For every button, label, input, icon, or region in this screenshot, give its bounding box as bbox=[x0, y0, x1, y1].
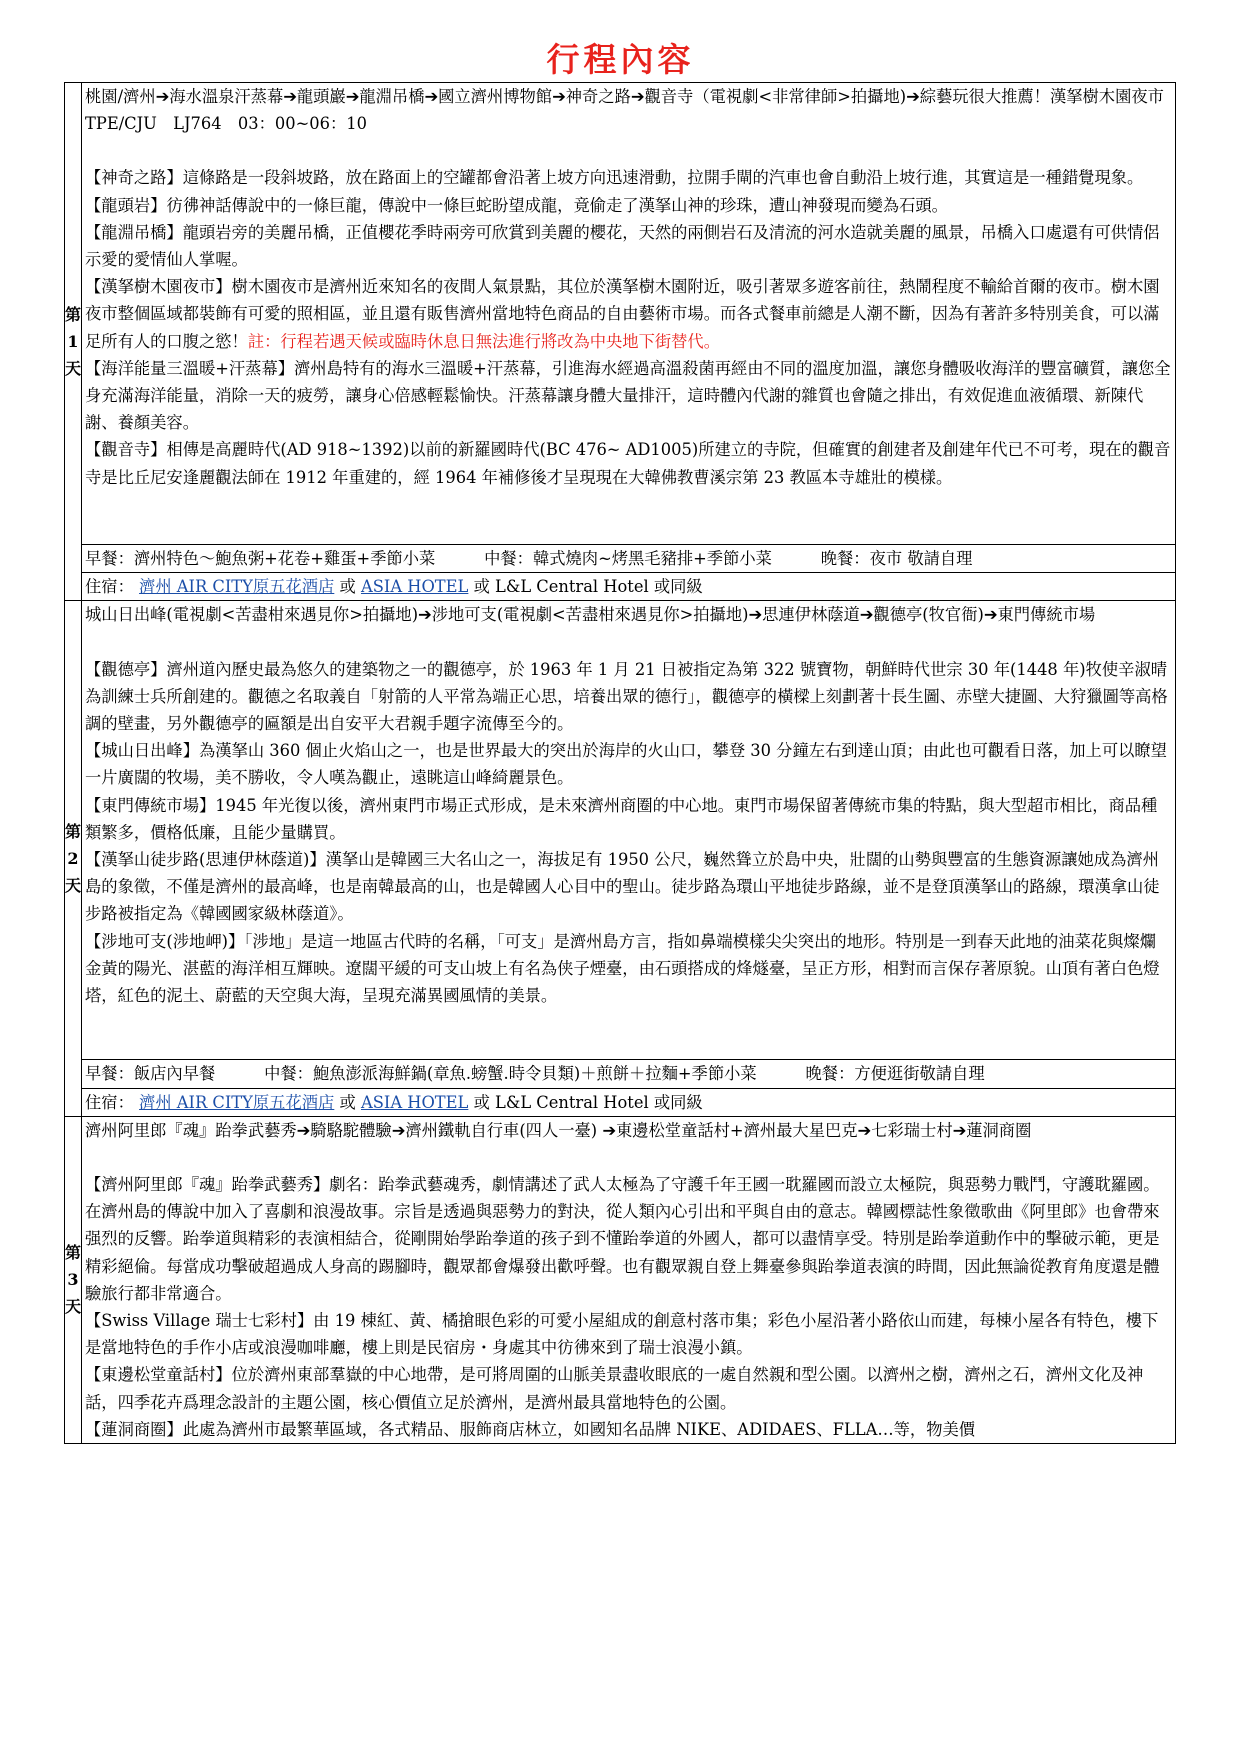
hotel-link[interactable]: ASIA HOTEL bbox=[360, 577, 469, 597]
attraction-paragraph: 【神奇之路】這條路是一段斜坡路，放在路面上的空罐都會沿著上坡方向迅速滑動，拉開手閘的汽車也會自動沿上坡行進，其實這是一種錯覺現象。 bbox=[85, 168, 1144, 188]
day-row bbox=[65, 601, 1176, 1060]
day-content bbox=[82, 601, 1176, 1060]
attraction-paragraph: 【觀音寺】相傳是高麗時代(AD 918~1392)以前的新羅國時代(BC 476~ AD1005)所建立的寺院，但確實的創建者及創建年代已不可考，現在的觀音寺是比丘尼安逢麗觀法師在 1912 年重建的，經 1964 年補修後才呈現現在大韓佛教曹溪宗第 23 教區本寺雄壯的模樣。 bbox=[85, 440, 1171, 487]
accommodation-row: 住宿： 濟州 AIR CITY原五花酒店 或 ASIA HOTEL 或 L&L Central Hotel 或同級 bbox=[82, 573, 1176, 601]
day-label: 第 3 天 bbox=[65, 1116, 82, 1443]
day-content bbox=[82, 83, 1176, 545]
day-row bbox=[65, 1116, 1176, 1443]
attraction-paragraph: 【Swiss Village 瑞士七彩村】由 19 棟紅、黃、橘搶眼色彩的可愛小屋組成的創意村落市集；彩色小屋沿著小路依山而建，每棟小屋各有特色，樓下是當地特色的手作小店或浪漫咖啡廳，樓上則是民宿房・身處其中彷彿來到了瑞士浪漫小鎮。 bbox=[85, 1311, 1159, 1358]
hotel-link[interactable]: 濟州 AIR CITY原五花酒店 bbox=[139, 1092, 335, 1112]
attraction-paragraph: 【城山日出峰】為漢拏山 360 個止火焰山之一，也是世界最大的突出於海岸的火山口，攀登 30 分鐘左右到達山頂；由此也可觀看日落，加上可以瞭望一片廣闊的牧場，美不勝收，令人嘆為觀止，遠眺這山峰綺麗景色。 bbox=[85, 741, 1167, 788]
day-row bbox=[65, 83, 1176, 545]
attraction-paragraph: 【漢拏山徒步路(思連伊林蔭道)】漢拏山是韓國三大名山之一，海拔足有 1950 公尺，巍然聳立於島中央，壯闊的山勢與豐富的生態資源讓她成為濟州島的象徵，不僅是濟州的最高峰，也是南韓最高的山，也是韓國人心目中的聖山。徒步路為環山平地徒步路線，並不是登頂漢拏山的路線，環漢拿山徒步路被指定為《韓國國家級林蔭道》。 bbox=[85, 850, 1160, 924]
day-label: 第 2 天 bbox=[65, 601, 82, 1116]
attraction-paragraph: 【海洋能量三溫暖+汗蒸幕】濟州島特有的海水三溫暖+汗蒸幕，引進海水經過高溫殺菌再經由不同的溫度加溫，讓您身體吸收海洋的豐富礦質，讓您全身充滿海洋能量，消除一天的疲勞，讓身心倍感輕鬆愉快。汗蒸幕讓身體大量排汗，這時體內代謝的雜質也會隨之排出，有效促進血液循環、新陳代謝、養顏美容。 bbox=[85, 358, 1171, 433]
day-label: 第 1 天 bbox=[65, 83, 82, 601]
day-route: 桃園/濟州➔海水溫泉汗蒸幕➔龍頭巖➔龍淵吊橋➔國立濟州博物館➔神奇之路➔觀音寺（電視劇<非常律師>拍攝地)➔綜藝玩很大推薦！漢拏樹木園夜市TPE/CJU LJ764 03：00~06：10 bbox=[85, 87, 1164, 134]
attraction-paragraph: 【觀德亭】濟州道內歷史最為悠久的建築物之一的觀德亭，於 1963 年 1 月 21 日被指定為第 322 號寶物，朝鮮時代世宗 30 年(1448 年)牧使辛淑晴為訓練士兵所創建的。觀德之名取義自「射箭的人平常為端正心思，培養出眾的德行」，觀德亭的橫樑上刻劃著十長生圖、赤壁大捷圖、大狩獵圖等高格調的壁畫，另外觀德亭的匾額是出自安平大君親手題字流傳至今的。 bbox=[85, 659, 1168, 734]
hotel-link[interactable]: 濟州 AIR CITY原五花酒店 bbox=[139, 577, 335, 597]
hotel-link[interactable]: ASIA HOTEL bbox=[360, 1092, 469, 1112]
attraction-paragraph: 【龍頭岩】彷彿神話傳說中的一條巨龍，傳說中一條巨蛇盼望成龍，竟偷走了漢拏山神的珍珠，遭山神發現而變為石頭。 bbox=[85, 195, 948, 215]
accommodation-row: 住宿： 濟州 AIR CITY原五花酒店 或 ASIA HOTEL 或 L&L Central Hotel 或同級 bbox=[82, 1088, 1176, 1116]
attraction-paragraph: 【涉地可支(涉地岬)】「涉地」是這一地區古代時的名稱，「可支」是濟州島方言，指如鼻端模樣尖尖突出的地形。特別是一到春天此地的油菜花與燦爛金黃的陽光、湛藍的海洋相互輝映。遼闊平緩的可支山坡上有名為侠子煙臺，由石頭搭成的烽燧臺，呈正方形，相對而言保存著原貌。山頂有著白色燈塔，紅色的泥土、蔚藍的天空與大海，呈現充滿異國風情的美景。 bbox=[85, 931, 1160, 1006]
notice-text: 註：行程若遇天候或臨時休息日無法進行將改為中央地下街替代。 bbox=[247, 331, 720, 351]
attraction-paragraph: 【蓮洞商圈】此處為濟州市最繁華區域，各式精品、服飾商店林立，如國知名品牌 NIKE、ADIDAES、FLLA…等，物美價 bbox=[85, 1419, 976, 1439]
attraction-paragraph: 【龍淵吊橋】龍頭岩旁的美麗吊橋，正值櫻花季時兩旁可欣賞到美麗的櫻花，天然的兩側岩石及清流的河水造就美麗的風景，吊橋入口處還有可供情侶示愛的愛情仙人掌喔。 bbox=[85, 222, 1160, 270]
day-content bbox=[82, 1116, 1176, 1443]
meals-row: 早餐：飯店內早餐 中餐：鮑魚澎派海鮮鍋(章魚.螃蟹.時令貝類)＋煎餅＋拉麵+季節小菜 晚餐：方便逛街敬請自理 bbox=[82, 1060, 1176, 1088]
itinerary-table bbox=[64, 82, 1176, 1444]
meals-row: 早餐：濟州特色～鮑魚粥+花卷+雞蛋+季節小菜 中餐：韓式燒肉~烤黑毛豬排+季節小菜 晚餐：夜市 敬請自理 bbox=[82, 545, 1176, 573]
day-route: 濟州阿里郎『魂』跆拳武藝秀➔騎駱駝體驗➔濟州鐵軌自行車(四人一臺) ➔東邊松堂童話村+濟州最大星巴克➔七彩瑞士村➔蓮洞商圈 bbox=[85, 1120, 1032, 1140]
attraction-paragraph: 【東邊松堂童話村】位於濟州東部羣嶽的中心地帶，是可將周圍的山脈美景盡收眼底的一處自然親和型公園。以濟州之樹，濟州之石，濟州文化及神話，四季花卉爲理念設計的主題公園，核心價值立足於濟州，是濟州最具當地特色的公園。 bbox=[85, 1365, 1144, 1412]
attraction-paragraph: 【濟州阿里郎『魂』跆拳武藝秀】劇名：跆拳武藝魂秀，劇情講述了武人太極為了守護千年王國一耽羅國而設立太極院，與惡勢力戰鬥，守護耽羅國。在濟州島的傳說中加入了喜劇和浪漫故事。宗旨是透過與惡勢力的對決，從人類內心引出和平與自由的意志。韓國標誌性象徵歌曲《阿里郎》也會帶來强烈的反響。跆拳道與精彩的表演相結合，從剛開始學跆拳道的孩子到不懂跆拳道的外國人，都可以盡情享受。特別是跆拳道動作中的擊破示範，更是精彩絕倫。每當成功擊破超過成人身高的踢腳時，觀眾都會爆發出歡呼聲。也有觀眾親自登上舞臺參與跆拳道表演的時間，因此無論從教育角度還是體驗旅行都非常適合。 bbox=[85, 1175, 1160, 1303]
attraction-paragraph: 【東門傳統市場】1945 年光復以後，濟州東門市場正式形成，是未來濟州商圈的中心地。東門市場保留著傳統市集的特點，與大型超市相比，商品種類繁多，價格低廉，且能少量購買。 bbox=[85, 795, 1158, 842]
day-route: 城山日出峰(電視劇<苦盡柑來遇見你>拍攝地)➔涉地可支(電視劇<苦盡柑來遇見你>拍攝地)➔思連伊林蔭道➔觀德亭(牧官衙)➔東門傳統市場 bbox=[85, 605, 1096, 625]
attraction-paragraph: 【漢拏樹木園夜市】樹木園夜市是濟州近來知名的夜間人氣景點，其位於漢拏樹木園附近，吸引著眾多遊客前往，熱鬧程度不輸給首爾的夜市。樹木園夜市整個區域都裝飾有可愛的照相區，並且還有販售濟州當地特色商品的自由藝術市場。而各式餐車前總是人潮不斷，因為有著許多特別美食，可以滿足所有人的口腹之慾！註：行程若遇天候或臨時休息日無法進行將改為中央地下街替代。 bbox=[85, 277, 1160, 351]
page-title: 行程內容 bbox=[546, 40, 695, 79]
